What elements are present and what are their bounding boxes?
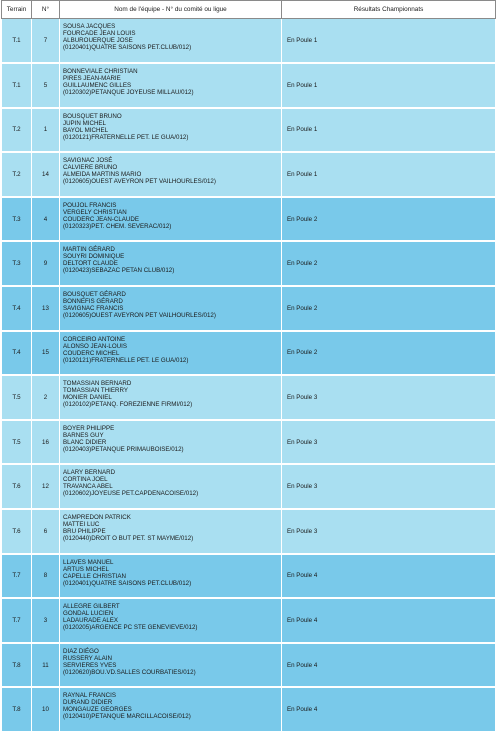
club-name: (0120440)DROIT O BUT PET. ST MAYME/012) [63, 535, 194, 543]
table-row [2, 19, 496, 64]
club-name: (0120423)SEBAZAC PETAN CLUB/012) [63, 267, 175, 275]
player-name: TOMASSIAN BERNARD [63, 380, 132, 388]
team-cell [60, 19, 282, 64]
team-cell [60, 63, 282, 108]
club-name: (0120121)FRATERNELLE PET. LE GUA/012) [63, 133, 189, 141]
terrain-cell: T.6 [2, 509, 32, 554]
player-name: BOUSQUET GÉRARD [63, 291, 126, 299]
team-cell [60, 509, 282, 554]
player-name: SOUSA JACQUES [63, 23, 116, 30]
result-cell: En Poule 1 [282, 63, 496, 108]
table-row [2, 63, 496, 108]
terrain-cell: T.2 [2, 108, 32, 153]
player-name: BLANC DIDIER [63, 438, 107, 446]
table-row [2, 286, 496, 331]
terrain-cell: T.6 [2, 464, 32, 509]
club-name: (0120102)PETANQ. FOREZIENNE FIRMI/012) [63, 401, 193, 409]
player-name: BARNES GUY [63, 431, 104, 439]
player-name: DELTORT CLAUDE [63, 260, 118, 268]
table-row [2, 464, 496, 509]
player-name: FOURCADE JEAN LOUIS [63, 30, 136, 37]
player-name: DIAZ DIÉGO [63, 647, 99, 655]
club-name: (0120205)ARGENCE PC STE GENEVIEVE/012) [63, 624, 198, 632]
player-name: SOUYRI DOMINIQUE [63, 253, 125, 261]
table-row [2, 598, 496, 643]
club-name: (0120602)JOYEUSE PET.CAPDENACOISE/012) [63, 490, 199, 498]
result-cell: En Poule 2 [282, 197, 496, 242]
terrain-cell: T.5 [2, 375, 32, 420]
player-name: TOMASSIAN THIERRY [63, 387, 128, 395]
team-cell [60, 375, 282, 420]
result-cell: En Poule 4 [282, 554, 496, 599]
player-name: GUILLAUMENC GILLES [63, 82, 132, 90]
result-cell: En Poule 1 [282, 19, 496, 64]
player-name: JUPIN MICHEL [63, 119, 106, 127]
team-number-cell: 10 [32, 687, 60, 732]
table-body [2, 19, 496, 733]
player-name: MONIER DANIEL [63, 394, 112, 402]
team-number-cell: 6 [32, 509, 60, 554]
player-name: COUDERC MICHEL [63, 349, 120, 357]
result-cell: En Poule 4 [282, 643, 496, 688]
team-cell [60, 464, 282, 509]
club-name: (0120302)PETANQUE JOYEUSE MILLAU/012) [63, 89, 194, 97]
player-name: CALVIERE BRUNO [63, 164, 118, 172]
result-cell: En Poule 1 [282, 108, 496, 153]
player-name: GONDAL LUCIEN [63, 610, 114, 618]
header-terrain: Terrain [2, 1, 32, 19]
terrain-cell: T.4 [2, 286, 32, 331]
player-name: POUJOL FRANCIS [63, 201, 117, 209]
player-name: CORCEIRO ANTOINE [63, 335, 126, 343]
table-row [2, 554, 496, 599]
terrain-cell: T.3 [2, 241, 32, 286]
team-number-cell: 4 [32, 197, 60, 242]
team-number-cell: 2 [32, 375, 60, 420]
terrain-cell: T.8 [2, 643, 32, 688]
player-name: MONGAUZE GEORGES [63, 706, 132, 714]
team-number-cell: 5 [32, 63, 60, 108]
player-name: SAVIGNAC JOSÉ [63, 157, 113, 165]
player-name: RUSSERY ALAIN [63, 654, 112, 662]
team-number-cell: 8 [32, 554, 60, 599]
player-name: BAYOL MICHEL [63, 126, 109, 134]
team-cell [60, 197, 282, 242]
club-name: (0120620)BOU.VD.SALLES COURBATIES/012) [63, 668, 196, 676]
player-name: MARTIN GÉRARD [63, 246, 115, 254]
table-row [2, 108, 496, 153]
terrain-cell: T.2 [2, 152, 32, 197]
player-name: COUDERC JEAN-CLAUDE [63, 215, 139, 223]
player-name: MATTEI LUC [63, 521, 100, 529]
terrain-cell: T.3 [2, 197, 32, 242]
club-name: (0120401)QUATRE SAISONS PET.CLUB/012) [63, 44, 192, 51]
team-cell [60, 687, 282, 732]
club-name: (0120605)OUEST AVEYRON PET VAILHOURLES/012) [63, 178, 216, 186]
team-cell [60, 331, 282, 376]
team-number-cell: 7 [32, 19, 60, 64]
player-name: PIRES JEAN-MARIE [63, 75, 121, 83]
terrain-cell: T.7 [2, 554, 32, 599]
player-name: BOUSQUET BRUNO [63, 112, 122, 120]
player-name: SERVIERES YVES [63, 661, 117, 669]
player-name: BONNEVIALE CHRISTIAN [63, 68, 138, 76]
player-name: LLAVES MANUEL [63, 558, 114, 566]
player-name: ALMEIDA MARTINS MARIO [63, 171, 142, 179]
result-cell: En Poule 4 [282, 687, 496, 732]
table-row [2, 331, 496, 376]
player-name: SAVIGNAC FRANCIS [63, 305, 124, 313]
table-row [2, 509, 496, 554]
team-number-cell: 12 [32, 464, 60, 509]
player-name: RAYNAL FRANCIS [63, 692, 116, 700]
header-team: Nom de l'équipe - N° du comité ou ligue [60, 1, 282, 19]
club-name: (0120605)OUEST AVEYRON PET VAILHOURLES/012) [63, 312, 216, 320]
player-name: ALARY BERNARD [63, 469, 116, 477]
player-name: LADAURADE ALEX [63, 617, 119, 625]
terrain-cell: T.7 [2, 598, 32, 643]
club-name: (0120121)FRATERNELLE PET. LE GUA/012) [63, 356, 189, 364]
team-number-cell: 9 [32, 241, 60, 286]
player-name: CAMPREDON PATRICK [63, 514, 131, 522]
team-cell [60, 643, 282, 688]
result-cell: En Poule 3 [282, 375, 496, 420]
player-name: TRAVANCA ABEL [63, 483, 113, 491]
table-row [2, 197, 496, 242]
player-name: BOYER PHILIPPE [63, 424, 115, 432]
team-number-cell: 1 [32, 108, 60, 153]
terrain-cell: T.8 [2, 687, 32, 732]
player-name: ALLEGRE GILBERT [63, 603, 120, 611]
result-cell: En Poule 1 [282, 152, 496, 197]
result-cell: En Poule 2 [282, 331, 496, 376]
player-name: ALBUROUERQUE JOSE [63, 37, 133, 44]
result-cell: En Poule 3 [282, 464, 496, 509]
result-cell: En Poule 3 [282, 509, 496, 554]
result-cell: En Poule 2 [282, 286, 496, 331]
team-number-cell: 15 [32, 331, 60, 376]
header-num: N° [32, 1, 60, 19]
result-cell: En Poule 3 [282, 420, 496, 465]
team-cell [60, 598, 282, 643]
team-cell [60, 554, 282, 599]
player-name: BONNEFIS GÉRARD [63, 298, 123, 306]
terrain-cell: T.4 [2, 331, 32, 376]
table-row [2, 241, 496, 286]
player-name: CORTINA JOEL [63, 476, 108, 484]
club-name: (0120323)PET. CHEM. SEVERAC/012) [63, 222, 172, 230]
player-name: BRU PHILIPPE [63, 528, 106, 536]
player-name: VERGELY CHRISTIAN [63, 208, 127, 216]
team-cell [60, 420, 282, 465]
result-cell: En Poule 4 [282, 598, 496, 643]
table-row [2, 375, 496, 420]
player-name: CAPELLE CHRISTIAN [63, 572, 126, 580]
team-number-cell: 3 [32, 598, 60, 643]
team-cell [60, 286, 282, 331]
header-results: Résultats Championnats [282, 1, 496, 19]
terrain-cell: T.1 [2, 63, 32, 108]
club-name: (0120403)PETANQUE PRIMAUBOISE/012) [63, 445, 184, 453]
team-number-cell: 11 [32, 643, 60, 688]
team-cell [60, 152, 282, 197]
table-row [2, 152, 496, 197]
terrain-cell: T.1 [2, 19, 32, 64]
club-name: (0120401)QUATRE SAISONS PET.CLUB/012) [63, 579, 192, 587]
team-number-cell: 13 [32, 286, 60, 331]
player-name: ARTUS MICHEL [63, 565, 109, 573]
team-number-cell: 16 [32, 420, 60, 465]
table-row [2, 643, 496, 688]
table-row [2, 687, 496, 732]
result-cell: En Poule 2 [282, 241, 496, 286]
team-cell [60, 108, 282, 153]
draw-table [1, 0, 496, 733]
terrain-cell: T.5 [2, 420, 32, 465]
player-name: ALONSO JEAN-LOUIS [63, 342, 127, 350]
player-name: DURAND DIDIER [63, 699, 113, 707]
header-row [2, 1, 496, 19]
team-cell [60, 241, 282, 286]
club-name: (0120410)PETANQUE MARCILLACOISE/012) [63, 713, 191, 721]
table-row [2, 420, 496, 465]
team-number-cell: 14 [32, 152, 60, 197]
